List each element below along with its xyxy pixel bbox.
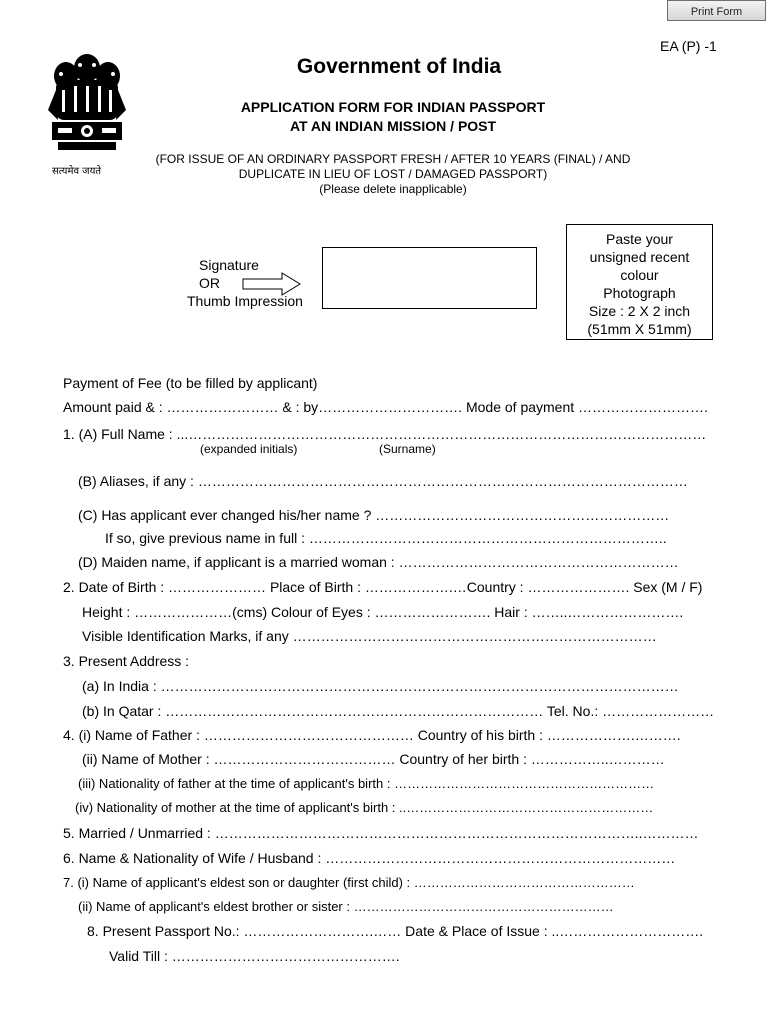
expanded-initials-label: (expanded initials) xyxy=(200,442,298,456)
valid-till-line[interactable]: Valid Till : …………………………………………. xyxy=(109,948,400,964)
page-title: Government of India xyxy=(296,55,502,78)
print-form-button[interactable]: Print Form xyxy=(667,0,766,21)
photo-instruction-line: Paste your xyxy=(606,231,673,247)
form-note-line-1: (FOR ISSUE OF AN ORDINARY PASSPORT FRESH / AFTER 10 YEARS (FINAL) / AND xyxy=(155,152,631,166)
photo-box xyxy=(566,224,713,340)
photo-instruction-line: colour xyxy=(620,267,659,283)
identification-marks-line[interactable]: Visible Identification Marks, if any …………………………………………………………………… xyxy=(82,628,657,644)
form-subtitle-line-1: APPLICATION FORM FOR INDIAN PASSPORT xyxy=(240,99,546,115)
emblem-motto: सत्यमेव जयते xyxy=(52,166,102,177)
date-of-birth-line[interactable]: 2. Date of Birth : ………………… Place of Birth : ……………….…Country : …………………. Sex (M / F) xyxy=(63,579,703,595)
signature-box[interactable] xyxy=(322,247,537,309)
height-line[interactable]: Height : …………………(cms) Colour of Eyes : ……………………. Hair : ……..……………………. xyxy=(82,604,684,620)
signature-or-label: OR xyxy=(199,275,220,291)
passport-number-line[interactable]: 8. Present Passport No.: ……………………….…… Date & Place of Issue : ..…………………………. xyxy=(87,923,704,939)
maiden-name-line[interactable]: (D) Maiden name, if applicant is a married woman : …………………………………………………… xyxy=(78,554,679,570)
aliases-line[interactable]: (B) Aliases, if any : …………………………………………………………………………………………… xyxy=(78,473,688,489)
thumb-impression-label: Thumb Impression xyxy=(187,293,303,309)
form-note-line-2: DUPLICATE IN LIEU OF LOST / DAMAGED PASSPORT) xyxy=(238,167,548,181)
payment-heading: Payment of Fee (to be filled by applicant) xyxy=(63,375,318,391)
form-note-line-3: (Please delete inapplicable) xyxy=(319,182,467,196)
marital-status-line[interactable]: 5. Married / Unmarried : ………………………………………………………………………………..………… xyxy=(63,825,699,841)
photo-instruction-line: unsigned recent xyxy=(589,249,690,265)
arrow-right-icon xyxy=(242,271,302,302)
present-address-heading: 3. Present Address : xyxy=(63,653,190,669)
amount-paid-line[interactable]: Amount paid & : …………………… & : by…………………………. Mode of payment ………………………. xyxy=(63,399,708,415)
eldest-sibling-line[interactable]: (ii) Name of applicant's eldest brother or sister : …………………………………………………… xyxy=(78,899,614,914)
form-code: EA (P) -1 xyxy=(660,38,717,54)
father-nationality-line[interactable]: (iii) Nationality of father at the time of applicant's birth : …………………………………………………… xyxy=(78,776,655,791)
mother-nationality-line[interactable]: (iv) Nationality of mother at the time of applicant's birth : ..………………………………………………… xyxy=(75,800,654,815)
signature-label: Signature xyxy=(199,257,259,273)
photo-instruction-line: Photograph xyxy=(603,285,676,301)
photo-instruction-line: Size : 2 X 2 inch xyxy=(588,303,691,319)
surname-label: (Surname) xyxy=(379,442,436,456)
eldest-child-line[interactable]: 7. (i) Name of applicant's eldest son or daughter (first child) : …………………………………………… xyxy=(63,875,635,890)
previous-name-line[interactable]: If so, give previous name in full : ………………………………………………………………….. xyxy=(105,530,667,546)
address-qatar-line[interactable]: (b) In Qatar : ……………………………………………………………………… Tel. No.: …………………… xyxy=(82,703,715,719)
changed-name-line[interactable]: (C) Has applicant ever changed his/her name ? ……………………………………………………… xyxy=(78,507,670,523)
photo-instruction-line: (51mm X 51mm) xyxy=(587,321,692,337)
father-name-line[interactable]: 4. (i) Name of Father : ……………………………………… Country of his birth : ……………….………. xyxy=(63,727,681,743)
mother-name-line[interactable]: (ii) Name of Mother : ………………………………… Country of her birth : ……………..………… xyxy=(82,751,665,767)
address-india-line[interactable]: (a) In India : ………………………………………………………………………………………………… xyxy=(82,678,679,694)
spouse-line[interactable]: 6. Name & Nationality of Wife / Husband : ………………………………………………………………… xyxy=(63,850,676,866)
full-name-line[interactable]: 1. (A) Full Name : ...………………………………………………………………………………………………… xyxy=(63,426,707,442)
form-subtitle-line-2: AT AN INDIAN MISSION / POST xyxy=(289,118,497,134)
